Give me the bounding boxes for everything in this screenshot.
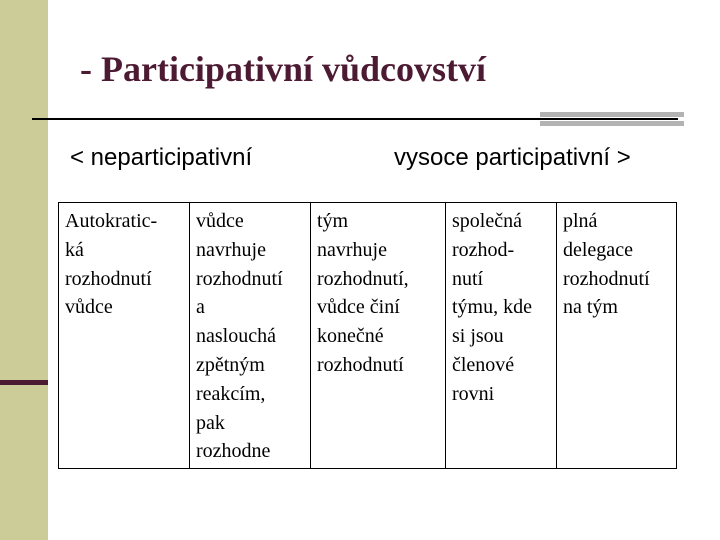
table-cell-joint-decision: společná rozhod- nutí týmu, kde si jsou členové rovni [446, 203, 557, 469]
table-cell-full-delegation: plná delegace rozhodnutí na tým [557, 203, 677, 469]
participation-table [58, 202, 677, 469]
table-cell-autocratic: Autokratic- ká rozhodnutí vůdce [65, 210, 158, 319]
left-accent-line [0, 380, 48, 385]
title-divider-line [32, 118, 678, 120]
table-cell-team-proposes: tým navrhuje rozhodnutí, vůdce činí konečné rozhodnutí [311, 203, 446, 469]
table-cell-leader-proposes: vůdce navrhuje rozhodnutí a naslouchá zpětným reakcím, pak rozhodne [190, 203, 311, 469]
slide-title: - Participativní vůdcovství [80, 49, 486, 89]
scale-label-right: vysoce participativní > [394, 144, 631, 171]
table-row [59, 203, 677, 469]
scale-label-left: < neparticipativní [70, 144, 253, 171]
left-sidebar-bar [0, 0, 48, 540]
